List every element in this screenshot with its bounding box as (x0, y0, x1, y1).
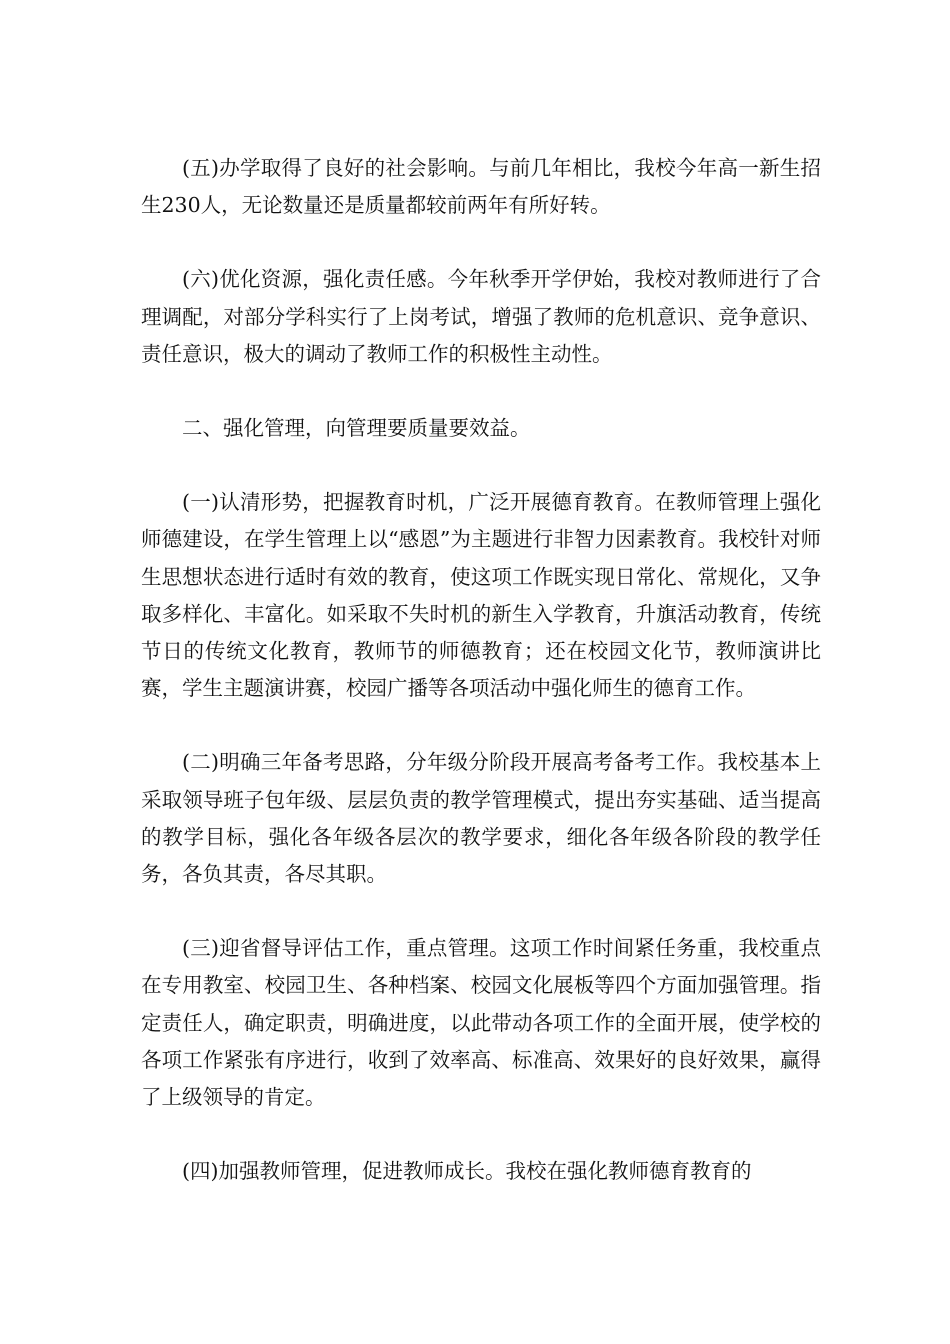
section-heading-2: 二、强化管理，向管理要质量要效益。 (182, 416, 531, 441)
paragraph-management-2: (二)明确三年备考思路，分年级分阶段开展高考备考工作。我校基本上采取领导班子包年级、层层负责的教学管理模式，提出夯实基础、适当提高的教学目标，强化各年级各层次的教学要求，细化各年级各阶段的教学任务，各负其责，各尽其职。 (141, 750, 821, 887)
paragraph-achievement-5: (五)办学取得了良好的社会影响。与前几年相比，我校今年高一新生招生230人，无论数量还是质量都较前两年有所好转。 (141, 156, 821, 218)
paragraph-management-3: (三)迎省督导评估工作，重点管理。这项工作时间紧任务重，我校重点在专用教室、校园卫生、各种档案、校园文化展板等四个方面加强管理。指定责任人，确定职责，明确进度，以此带动各项工作的全面开展，使学校的各项工作紧张有序进行，收到了效率高、标准高、效果好的良好效果，赢得了上级领导的肯定。 (141, 936, 821, 1110)
document-body (141, 150, 821, 1227)
paragraph-achievement-6: (六)优化资源，强化责任感。今年秋季开学伊始，我校对教师进行了合理调配，对部分学科实行了上岗考试，增强了教师的危机意识、竞争意识、责任意识，极大的调动了教师工作的积极性主动性。 (141, 267, 821, 366)
paragraph-management-4: (四)加强教师管理，促进教师成长。我校在强化教师德育教育的 (182, 1159, 752, 1184)
paragraph-management-1: (一)认清形势，把握教育时机，广泛开展德育教育。在教师管理上强化师德建设，在学生管理上以“感恩”为主题进行非智力因素教育。我校针对师生思想状态进行适时有效的教育，使这项工作既实现日常化、常规化，又争取多样化、丰富化。如采取不失时机的新生入学教育，升旗活动教育，传统节日的传统文化教育，教师节的师德教育；还在校园文化节，教师演讲比赛，学生主题演讲赛，校园广播等各项活动中强化师生的德育工作。 (141, 490, 821, 701)
